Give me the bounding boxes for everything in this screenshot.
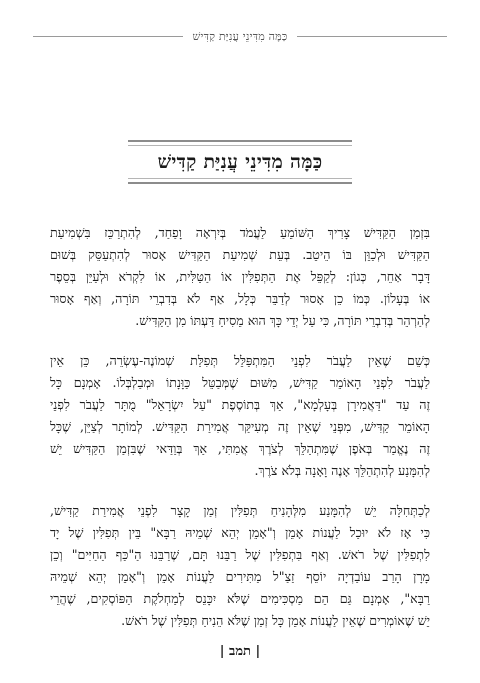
text-line: כְּשֵׁם שֶׁאֵין לַעֲבֹר לִפְנֵי הַמִּתְפַּלֵּל תְּפִלַּת שְׁמוֹנֶה-עֶשְׂרֵה, כֵּן אֵין <box>50 353 430 368</box>
text-line: מָרָן הָרַב עוֹבַדְיָה יוֹסֵף זַצַ"ל מַתִּירִים לַעֲנוֹת אָמֵן וְ"אָמֵן יְהֵא שְׁמֵיהּ <box>50 569 430 584</box>
text-line: דָּבָר אַחֵר, כְּגוֹן: לְקַפֵּל אֶת הַתְּפִלִּין אוֹ הַטַּלִּית, אוֹ לִקְרֹא וּלְעַיֵּן בְּסֵפֶר <box>50 269 430 284</box>
text-line: יֵשׁ שֶׁאוֹמְרִים שֶׁאֵין לַעֲנוֹת אָמֵן כָּל זְמַן שֶׁלֹּא הֵנִיחַ תְּפִלִּין שֶׁל רֹאשׁ. <box>121 613 430 628</box>
paragraph-3 <box>50 500 430 632</box>
text-line: הַקַּדִּישׁ וּלְכַוֵּן בּוֹ הֵיטֵב. בְּעֵת שְׁמִיעַת הַקַּדִּישׁ אָסוּר לְהִתְעַסֵּק בְּשׁוּם <box>50 247 430 262</box>
text-line: לִתְפִלִּין שֶׁל רֹאשׁ. וְאַף בִּתְפִלִּין שֶׁל רַבֵּנוּ תָּם, שֶׁרַבֵּנוּ הַ"כַּף הַחַיִּים" וְכֵן <box>50 547 430 562</box>
running-header <box>0 30 480 43</box>
text-line: אוֹ בְּעָלוֹן. כְּמוֹ כֵן אָסוּר לְדַבֵּר כְּלָל, אַף לֹא בְּדִבְרֵי תּוֹרָה, וְאַף אָסוּר <box>50 291 430 306</box>
text-line: לַעֲבֹר לִפְנֵי הָאוֹמֵר קַדִּישׁ, מִשּׁוּם שֶׁמְּבַטֵּל כַּוָּנָתוֹ וּמְבַלְבְּלוֹ. אָמְנָם כָּל <box>50 375 430 390</box>
text-line: זֶה נֶאֱמַר בְּאֹפֶן שֶׁמִּתְהַלֵּךְ לְצֹרֶךְ אֲמִתִּי, אַךְ בְּוַדַּאי שֶׁבִּזְמַן הַקַּדִּישׁ יֵשׁ <box>50 441 430 456</box>
text-line: לְהַרְהֵר בְּדִבְרֵי תּוֹרָה, כִּי עַל יְדֵי כָּךְ הוּא מֵסִיחַ דַּעְתּוֹ מִן הַקַּדִּישׁ. <box>135 313 430 328</box>
text-line: לְכַתְּחִלָּה יֵשׁ לְהִמָּנַע מִלְּהָנִיחַ תְּפִלִּין זְמַן קָצָר לִפְנֵי אֲמִירַת קַדִּישׁ, <box>50 503 430 518</box>
paragraph-1 <box>50 222 430 332</box>
chapter-title-frame <box>128 140 352 184</box>
text-line: כִּי אָז לֹא יוּכַל לַעֲנוֹת אָמֵן וְ"אָמֵן יְהֵא שְׁמֵיהּ רַבָּא" בֵּין תְּפִלִּין שֶׁל יָד <box>50 525 430 540</box>
paragraph-2 <box>50 350 430 482</box>
page-number-text: | תמב | <box>219 644 261 659</box>
text-line: בִּזְמַן הַקַּדִּישׁ צָרִיךְ הַשּׁוֹמֵעַ לַעֲמֹד בְּיִרְאָה וָפַחַד, לְהִתְרַכֵּז בִּשְׁמִיעַת <box>50 225 430 240</box>
page-number <box>0 643 480 659</box>
header-rule-left <box>33 36 183 37</box>
text-line: רַבָּא", אָמְנָם גַּם הֵם מַסְכִּימִים שֶׁלֹּא יִכָּנֵס לְמַחְלֹקֶת הַפּוֹסְקִים, שֶׁהֲרֵי <box>50 591 430 606</box>
text-line: לְהִמָּנַע לְהִתְהַלֵּךְ אָנֶה וָאָנָה בְּלֹא צֹרֶךְ. <box>254 463 430 478</box>
running-header-text: כַּמָּה מִדִּינֵי עֲנִיַּת קַדִּישׁ <box>192 30 288 43</box>
body-text <box>50 222 430 632</box>
chapter-title: כַּמָּה מִדִּינֵי עֲנִיַּת קַדִּישׁ <box>157 150 323 173</box>
header-rule-right <box>297 36 447 37</box>
text-line: זֶה עַד "דַּאֲמִירָן בְּעָלְמָא", אַךְ בְּתוֹסֶפֶת "עַל יִשְׂרָאֵל" מֻתָּר לַעֲבֹר לִפְנֵי <box>50 397 430 412</box>
text-line: הָאוֹמֵר קַדִּישׁ, מִפְּנֵי שֶׁאֵין זֶה מְעִיקַּר אֲמִירַת הַקַּדִּישׁ. לְמוֹתָר לְצַיֵּן, שֶׁכָּל <box>50 419 430 434</box>
